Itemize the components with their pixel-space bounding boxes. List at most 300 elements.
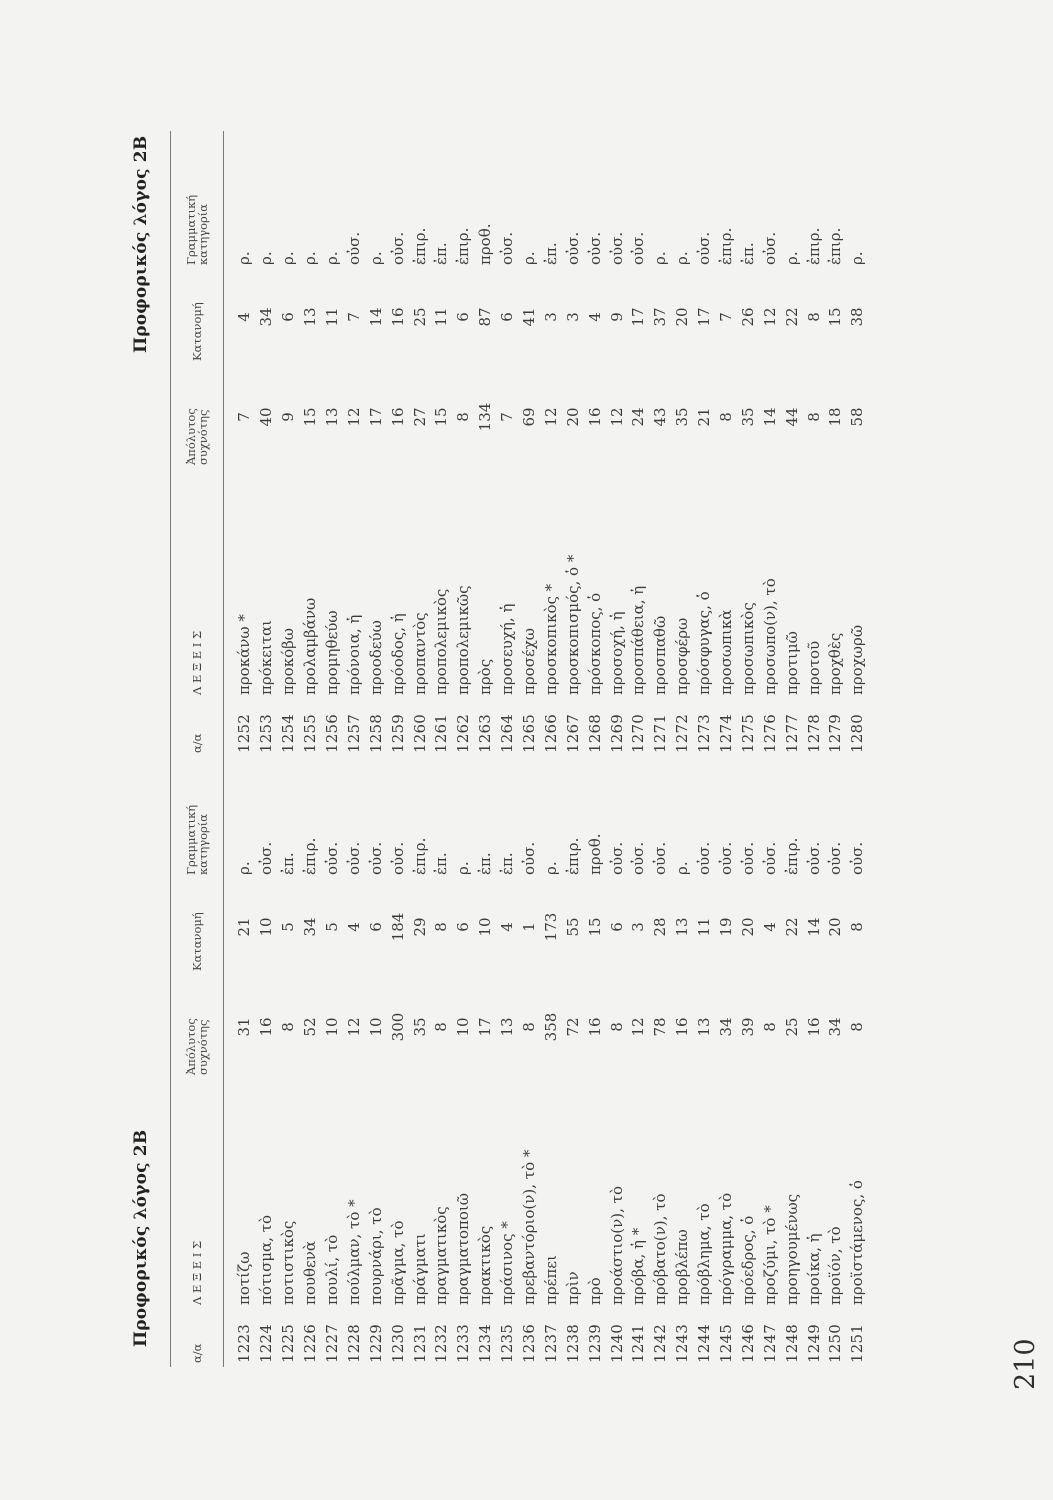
row-category: οὐσ.: [366, 841, 385, 875]
row-distribution: 6: [454, 312, 473, 322]
row-category: ἐπιρ.: [301, 837, 320, 875]
row-frequency: 27: [410, 407, 429, 427]
row-frequency: 15: [432, 407, 451, 427]
row-category: ρ.: [323, 251, 341, 265]
table-row: [716, 741, 738, 1367]
row-category: ρ.: [673, 861, 692, 875]
row-number: 1267: [563, 714, 582, 753]
row-word: προσπάθεια, ἡ: [629, 585, 648, 695]
row-distribution: 17: [695, 307, 714, 327]
row-frequency: 12: [344, 1017, 363, 1037]
row-number: 1231: [410, 1324, 429, 1363]
row-distribution: 4: [760, 922, 779, 932]
row-category: ρ.: [257, 251, 276, 265]
row-word: ποτίζω: [235, 1251, 254, 1305]
row-category: οὐσ.: [760, 231, 779, 265]
row-number: 1237: [541, 1324, 560, 1363]
row-word: προβλέπω: [673, 1229, 692, 1305]
row-distribution: 15: [826, 307, 845, 327]
row-number: 1252: [235, 714, 254, 753]
table-row: [737, 741, 759, 1367]
row-number: 1268: [585, 714, 604, 753]
row-frequency: 78: [651, 1017, 670, 1037]
row-word: πρόνοια, ἡ: [344, 614, 363, 695]
row-number: 1253: [257, 714, 276, 753]
row-category: οὐσ.: [760, 841, 779, 875]
row-word: πρὸ: [585, 1277, 604, 1305]
row-word: πουλί, τὸ: [323, 1234, 341, 1305]
row-category: οὐσ.: [738, 841, 757, 875]
row-category: ἐπ.: [432, 852, 451, 875]
row-frequency: 10: [366, 1017, 385, 1037]
row-distribution: 29: [410, 917, 429, 937]
row-number: 1233: [454, 1324, 473, 1363]
row-number: 1246: [738, 1324, 757, 1363]
row-frequency: 16: [388, 407, 407, 427]
row-distribution: 37: [651, 307, 670, 327]
row-category: ρ.: [848, 251, 867, 265]
table-row: [343, 741, 365, 1367]
row-word: προίκα, ἡ: [804, 1233, 823, 1305]
row-distribution: 4: [498, 922, 517, 932]
row-category: ἐπ.: [432, 242, 451, 265]
row-category: ρ.: [454, 861, 473, 875]
row-number: 1270: [629, 714, 648, 753]
header-freq: Ἀπόλυτος συχνότης: [171, 365, 224, 469]
row-frequency: 300: [388, 1012, 407, 1042]
table-row: [759, 741, 781, 1367]
row-frequency: 15: [301, 407, 320, 427]
row-distribution: 3: [563, 312, 582, 322]
row-number: 1236: [520, 1324, 539, 1363]
row-frequency: 13: [695, 1017, 714, 1037]
row-number: 1245: [717, 1324, 736, 1363]
row-distribution: 3: [629, 922, 648, 932]
row-distribution: 173: [541, 912, 560, 942]
row-word: πουρνάρι, τὸ: [366, 1207, 385, 1305]
row-number: 1261: [432, 714, 451, 753]
row-distribution: 13: [301, 307, 320, 327]
row-distribution: 11: [323, 307, 341, 327]
row-frequency: 8: [717, 412, 736, 422]
table-row: [322, 131, 344, 757]
table-row: [847, 131, 869, 757]
row-word: πρόγραμμα, τὸ: [717, 1192, 736, 1305]
row-word: προσφέρω: [673, 617, 692, 695]
row-frequency: 14: [760, 407, 779, 427]
row-frequency: 21: [695, 407, 714, 427]
row-category: ρ.: [366, 251, 385, 265]
table-row: [628, 131, 650, 757]
row-category: ρ.: [782, 251, 801, 265]
row-category: ρ.: [520, 251, 539, 265]
row-frequency: 18: [826, 407, 845, 427]
row-distribution: 4: [344, 922, 363, 932]
row-frequency: 7: [235, 412, 254, 422]
row-category: ἐπ.: [541, 242, 560, 265]
table-row: [694, 741, 716, 1367]
table-row: [584, 741, 606, 1367]
table-row: [847, 741, 869, 1367]
table-row: [475, 131, 497, 757]
row-number: 1255: [301, 714, 320, 753]
row-category: ἐπιρ.: [410, 837, 429, 875]
row-category: οὐσ.: [695, 231, 714, 265]
row-category: οὐσ.: [344, 841, 363, 875]
row-number: 1234: [476, 1324, 495, 1363]
row-frequency: 8: [432, 1022, 451, 1032]
row-distribution: 11: [432, 307, 451, 327]
row-frequency: 52: [301, 1017, 320, 1037]
row-category: οὐσ.: [629, 841, 648, 875]
table-row: [431, 741, 453, 1367]
row-category: ἐπιρ.: [804, 227, 823, 265]
row-frequency: 358: [541, 1012, 560, 1042]
row-distribution: 6: [279, 312, 298, 322]
table-row: [519, 741, 541, 1367]
row-distribution: 38: [848, 307, 867, 327]
row-frequency: 8: [760, 1022, 779, 1032]
header-dist: Κατανομή: [171, 879, 224, 975]
row-word: προηγουμένως: [782, 1193, 801, 1305]
row-number: 1266: [541, 714, 560, 753]
row-distribution: 4: [585, 312, 604, 322]
row-distribution: 8: [848, 922, 867, 932]
row-distribution: 5: [279, 922, 298, 932]
row-category: ἐπιρ.: [563, 837, 582, 875]
row-word: πρακτικὸς: [476, 1225, 495, 1305]
header-cat: Γραμματική κατηγορία: [171, 131, 224, 269]
row-distribution: 26: [738, 307, 757, 327]
row-category: οὐσ.: [344, 231, 363, 265]
row-word: πρὶν: [563, 1271, 582, 1305]
row-number: 1264: [498, 714, 517, 753]
row-number: 1277: [782, 714, 801, 753]
row-number: 1240: [607, 1324, 626, 1363]
row-number: 1230: [388, 1324, 407, 1363]
row-word: προλαμβάνω: [301, 597, 320, 695]
row-number: 1254: [279, 714, 298, 753]
table-row: [672, 741, 694, 1367]
row-number: 1242: [651, 1324, 670, 1363]
row-word: προτιμῶ: [782, 631, 801, 695]
table-row: [628, 741, 650, 1367]
row-category: οὐσ.: [563, 231, 582, 265]
row-number: 1239: [585, 1324, 604, 1363]
row-distribution: 6: [366, 922, 385, 932]
row-distribution: 6: [454, 922, 473, 932]
row-distribution: 5: [323, 922, 341, 932]
table-row: [322, 741, 344, 1367]
row-word: πρόσφυγας, ὁ: [695, 591, 714, 695]
row-frequency: 40: [257, 407, 276, 427]
row-number: 1227: [323, 1324, 341, 1363]
running-head-right: Προφορικός λόγος 2Β: [131, 135, 151, 353]
row-distribution: 4: [235, 312, 254, 322]
row-number: 1224: [257, 1324, 276, 1363]
table-row: [519, 131, 541, 757]
row-frequency: 72: [563, 1017, 582, 1037]
row-frequency: 39: [738, 1017, 757, 1037]
row-number: 1249: [804, 1324, 823, 1363]
header-word: Λ Ε Ξ Ε Ι Σ: [171, 1079, 224, 1309]
row-word: προάστιο(ν), τὸ: [607, 1186, 626, 1305]
row-number: 1225: [279, 1324, 298, 1363]
row-number: 1280: [848, 714, 867, 753]
row-word: προπολεμικὸς: [432, 588, 451, 695]
row-distribution: 1: [520, 922, 539, 932]
row-word: πραγματοποιῶ: [454, 1193, 473, 1305]
row-category: ἐπιρ.: [826, 227, 845, 265]
row-category: οὐσ.: [388, 231, 407, 265]
row-frequency: 16: [804, 1017, 823, 1037]
row-distribution: 11: [695, 917, 714, 937]
table-row: [540, 131, 562, 757]
row-frequency: 34: [717, 1017, 736, 1037]
row-word: προσοχή, ἡ: [607, 611, 626, 695]
row-number: 1279: [826, 714, 845, 753]
row-frequency: 13: [323, 407, 341, 427]
table-row: [475, 741, 497, 1367]
row-category: ρ.: [673, 251, 692, 265]
row-category: ρ.: [235, 861, 254, 875]
row-number: 1272: [673, 714, 692, 753]
row-distribution: 41: [520, 307, 539, 327]
row-distribution: 87: [476, 307, 495, 327]
row-word: πότισμα, τὸ: [257, 1214, 276, 1305]
row-word: προσωπο(ν), τὸ: [760, 578, 779, 695]
row-category: οὐσ.: [651, 841, 670, 875]
row-frequency: 134: [476, 402, 495, 432]
table-row: [650, 741, 672, 1367]
header-num: α/α: [171, 1309, 224, 1367]
row-number: 1265: [520, 714, 539, 753]
row-word: ποτιστικὸς: [279, 1220, 298, 1305]
table-row: [278, 741, 300, 1367]
header-word: Λ Ε Ξ Ε Ι Σ: [171, 469, 224, 699]
row-frequency: 44: [782, 407, 801, 427]
row-distribution: 25: [410, 307, 429, 327]
row-frequency: 8: [454, 412, 473, 422]
row-frequency: 58: [848, 407, 867, 427]
table-row: [672, 131, 694, 757]
row-number: 1276: [760, 714, 779, 753]
table-row: [781, 131, 803, 757]
row-category: οὐσ.: [520, 841, 539, 875]
row-distribution: 16: [388, 307, 407, 327]
row-frequency: 69: [520, 407, 539, 427]
row-category: ἐπιρ.: [782, 837, 801, 875]
row-category: ἐπιρ.: [717, 227, 736, 265]
table-row: [759, 131, 781, 757]
row-frequency: 16: [673, 1017, 692, 1037]
row-distribution: 6: [607, 922, 626, 932]
table-row: [716, 131, 738, 757]
row-category: προθ.: [476, 223, 495, 265]
row-word: προσωπικὰ: [717, 609, 736, 695]
row-number: 1275: [738, 714, 757, 753]
row-number: 1274: [717, 714, 736, 753]
row-category: οὐσ.: [629, 231, 648, 265]
row-frequency: 20: [563, 407, 582, 427]
row-distribution: 6: [498, 312, 517, 322]
table-header-row: [171, 741, 224, 1367]
row-word: προκάνω *: [235, 614, 254, 695]
row-word: πρᾶγμα, τὸ: [388, 1220, 407, 1305]
table-row: [540, 741, 562, 1367]
table-row: [453, 131, 475, 757]
row-distribution: 15: [585, 917, 604, 937]
row-number: 1259: [388, 714, 407, 753]
row-word: πρόκειται: [257, 619, 276, 695]
row-frequency: 25: [782, 1017, 801, 1037]
row-category: ἐπ.: [738, 242, 757, 265]
table-row: [278, 131, 300, 757]
row-number: 1257: [344, 714, 363, 753]
row-word: προμηθεύω: [323, 610, 341, 695]
table-row: [497, 131, 519, 757]
row-word: πράσινος *: [498, 1221, 517, 1305]
table-row: [453, 741, 475, 1367]
row-word: πούλμαν, τὸ *: [344, 1199, 363, 1305]
row-category: οὐσ.: [388, 841, 407, 875]
table-row: [343, 131, 365, 757]
row-distribution: 34: [301, 917, 320, 937]
row-word: πρὸς: [476, 658, 495, 695]
row-category: οὐσ.: [323, 841, 341, 875]
row-frequency: 9: [279, 412, 298, 422]
row-number: 1248: [782, 1324, 801, 1363]
row-category: οὐσ.: [257, 841, 276, 875]
row-word: προζύμι, τὸ *: [760, 1205, 779, 1305]
row-category: οὐσ.: [585, 231, 604, 265]
row-word: προκόβω: [279, 627, 298, 695]
row-number: 1244: [695, 1324, 714, 1363]
row-word: προϊόν, τὸ: [826, 1226, 845, 1305]
row-frequency: 34: [826, 1017, 845, 1037]
row-category: οὐσ.: [607, 841, 626, 875]
row-category: οὐσ.: [498, 231, 517, 265]
row-category: ἐπ.: [476, 852, 495, 875]
row-word: προτοῦ: [804, 640, 823, 695]
row-frequency: 8: [848, 1022, 867, 1032]
row-frequency: 12: [344, 407, 363, 427]
header-freq: Ἀπόλυτος συχνότης: [171, 975, 224, 1079]
row-frequency: 10: [454, 1017, 473, 1037]
header-cat: Γραμματική κατηγορία: [171, 741, 224, 879]
row-frequency: 7: [498, 412, 517, 422]
row-number: 1241: [629, 1324, 648, 1363]
row-number: 1260: [410, 714, 429, 753]
row-word: προϊστάμενος, ὁ: [848, 1180, 867, 1305]
row-word: προσευχή, ἡ: [498, 603, 517, 695]
word-table-left: [170, 741, 869, 1367]
table-row: [606, 741, 628, 1367]
row-word: προοδεύω: [366, 620, 385, 695]
row-number: 1243: [673, 1324, 692, 1363]
row-frequency: 43: [651, 407, 670, 427]
row-word: πράγματι: [410, 1233, 429, 1305]
row-word: πρόβλημα, τὸ: [695, 1203, 714, 1305]
row-number: 1232: [432, 1324, 451, 1363]
row-word: προσέχω: [520, 627, 539, 695]
row-number: 1258: [366, 714, 385, 753]
table-row: [562, 131, 584, 757]
row-distribution: 10: [257, 917, 276, 937]
row-frequency: 16: [585, 407, 604, 427]
row-category: ρ.: [235, 251, 254, 265]
row-frequency: 24: [629, 407, 648, 427]
row-frequency: 13: [498, 1017, 517, 1037]
row-category: ἐπιρ.: [454, 227, 473, 265]
row-number: 1256: [323, 714, 341, 753]
row-distribution: 14: [366, 307, 385, 327]
row-category: ἐπ.: [498, 852, 517, 875]
row-category: ρ.: [541, 861, 560, 875]
table-row: [825, 741, 847, 1367]
row-frequency: 8: [520, 1022, 539, 1032]
row-frequency: 35: [673, 407, 692, 427]
row-category: ἐπιρ.: [410, 227, 429, 265]
table-body-right: [224, 131, 869, 757]
row-word: πρόσκοπος, ὁ: [585, 592, 604, 695]
row-number: 1250: [826, 1324, 845, 1363]
row-word: πρόεδρος, ὁ: [738, 1215, 757, 1305]
table-row: [300, 741, 322, 1367]
row-distribution: 12: [760, 307, 779, 327]
row-frequency: 8: [804, 412, 823, 422]
row-number: 1262: [454, 714, 473, 753]
row-distribution: 19: [717, 917, 736, 937]
row-category: οὐσ.: [717, 841, 736, 875]
row-word: πρόβα, ἡ *: [629, 1227, 648, 1305]
table-row: [781, 741, 803, 1367]
running-head-left: Προφορικός λόγος 2Β: [131, 1129, 151, 1347]
row-distribution: 14: [804, 917, 823, 937]
table-row: [803, 741, 825, 1367]
row-distribution: 8: [432, 922, 451, 932]
row-frequency: 12: [629, 1017, 648, 1037]
table-row: [224, 131, 256, 757]
row-category: ρ.: [279, 251, 298, 265]
row-word: προπαντὸς: [410, 612, 429, 695]
row-frequency: 16: [257, 1017, 276, 1037]
row-frequency: 17: [366, 407, 385, 427]
word-table-right: [170, 131, 869, 757]
row-distribution: 17: [629, 307, 648, 327]
row-number: 1238: [563, 1324, 582, 1363]
row-number: 1269: [607, 714, 626, 753]
row-word: πραγματικὸς: [432, 1206, 451, 1305]
row-number: 1235: [498, 1324, 517, 1363]
row-category: οὐσ.: [607, 231, 626, 265]
row-distribution: 3: [541, 312, 560, 322]
row-distribution: 7: [344, 312, 363, 322]
header-dist: Κατανομή: [171, 269, 224, 365]
table-row: [431, 131, 453, 757]
table-row: [365, 741, 387, 1367]
row-frequency: 10: [323, 1017, 341, 1037]
row-distribution: 9: [607, 312, 626, 322]
row-word: πρόοδος, ἡ: [388, 613, 407, 695]
row-number: 1271: [651, 714, 670, 753]
row-distribution: 8: [804, 312, 823, 322]
row-word: προσκοπισμός, ὁ *: [563, 554, 582, 695]
row-frequency: 12: [541, 407, 560, 427]
row-distribution: 7: [717, 312, 736, 322]
row-category: οὐσ.: [804, 841, 823, 875]
row-frequency: 35: [410, 1017, 429, 1037]
